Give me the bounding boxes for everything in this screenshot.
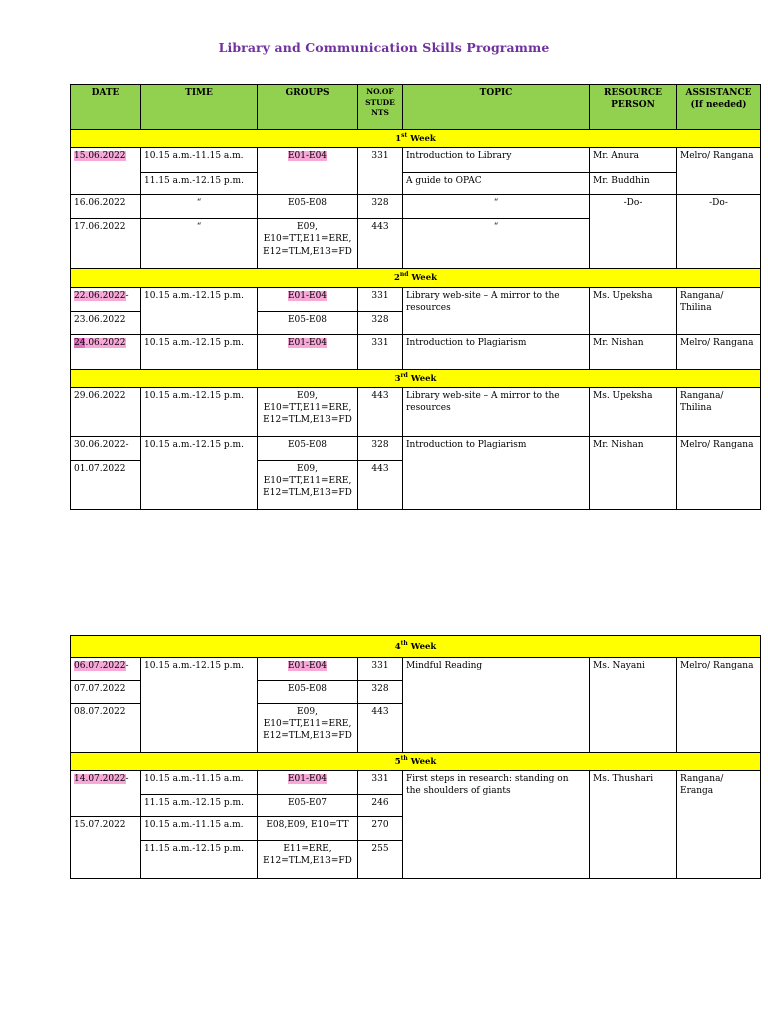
assist-cell: Melro/ Rangana (677, 148, 761, 195)
week-row-3: 3rd Week (71, 369, 761, 387)
assist-cell: Melro/ Rangana (677, 658, 761, 753)
groups-cell: E11=ERE, E12=TLM,E13=FD (258, 841, 358, 879)
students-cell: 255 (358, 841, 403, 879)
table-row (71, 658, 761, 681)
header-date: DATE (71, 85, 141, 130)
students-cell: 328 (358, 436, 403, 460)
time-cell: 10.15 a.m.-11.15 a.m. (141, 148, 258, 173)
groups-cell: E01-E04 (287, 290, 328, 301)
time-cell: “ (141, 195, 258, 219)
students-cell: 331 (358, 287, 403, 311)
table-row (71, 771, 761, 795)
time-cell: 11.15 a.m.-12.15 p.m. (141, 173, 258, 195)
students-cell: 331 (358, 658, 403, 681)
date-cell: 30.06.2022- (71, 436, 141, 460)
students-cell: 328 (358, 681, 403, 704)
groups-cell: E09, E10=TT,E11=ERE, E12=TLM,E13=FD (258, 387, 358, 436)
time-cell: 10.15 a.m.-11.15 a.m. (141, 771, 258, 795)
table-row (71, 173, 761, 195)
person-cell: Ms. Upeksha (590, 287, 677, 334)
time-cell: “ (141, 219, 258, 269)
topic-cell: First steps in research: standing on the shoulders of giants (403, 771, 590, 879)
person-cell: Ms. Nayani (590, 658, 677, 753)
date-cell: 17.06.2022 (71, 219, 141, 269)
date-cell: 22.06.2022- (71, 287, 141, 311)
topic-cell: Library web-site – A mirror to the resources (403, 387, 590, 436)
groups-cell: E01-E04 (287, 337, 328, 348)
date-cell: 24.06.2022 (71, 334, 141, 369)
assist-cell: Rangana/ Eranga (677, 771, 761, 879)
week-row-4: 4th Week (71, 636, 761, 658)
topic-cell: Mindful Reading (403, 658, 590, 753)
date-cell: 23.06.2022 (71, 311, 141, 334)
person-cell: Mr. Buddhin (590, 173, 677, 195)
date-cell: 29.06.2022 (71, 387, 141, 436)
header-resource-person: RESOURCE PERSON (590, 85, 677, 130)
groups-cell: E05-E07 (258, 795, 358, 817)
topic-cell: Introduction to Library (403, 148, 590, 173)
header-assistance: ASSISTANCE (If needed) (677, 85, 761, 130)
topic-cell: “ (403, 219, 590, 269)
person-cell: Mr. Nishan (590, 436, 677, 509)
table-row (71, 195, 761, 219)
time-cell: 10.15 a.m.-12.15 p.m. (141, 436, 258, 509)
table-row (71, 334, 761, 369)
students-cell: 443 (358, 387, 403, 436)
table-row (71, 436, 761, 460)
students-cell: 270 (358, 817, 403, 841)
person-cell: -Do- (590, 195, 677, 269)
person-cell: Mr. Anura (590, 148, 677, 173)
header-students: NO.OF STUDE NTS (358, 85, 403, 130)
schedule-table-1 (70, 84, 761, 510)
students-cell: 246 (358, 795, 403, 817)
schedule-table-2 (70, 635, 761, 879)
time-cell: 10.15 a.m.-12.15 p.m. (141, 658, 258, 753)
assist-cell: -Do- (677, 195, 761, 269)
time-cell: 11.15 a.m.-12.15 p.m. (141, 841, 258, 879)
table-row (71, 387, 761, 436)
time-cell: 10.15 a.m.-11.15 a.m. (141, 817, 258, 841)
students-cell: 443 (358, 460, 403, 509)
date-cell: 15.06.2022 (74, 151, 126, 162)
assist-cell: Rangana/ Thilina (677, 287, 761, 334)
students-cell: 328 (358, 311, 403, 334)
topic-cell: A guide to OPAC (403, 173, 590, 195)
topic-cell: “ (403, 195, 590, 219)
header-groups: GROUPS (258, 85, 358, 130)
time-cell: 10.15 a.m.-12.15 p.m. (141, 287, 258, 334)
groups-cell: E09, E10=TT,E11=ERE, E12=TLM,E13=FD (258, 704, 358, 753)
groups-cell: E08,E09, E10=TT (258, 817, 358, 841)
students-cell: 328 (358, 195, 403, 219)
header-time: TIME (141, 85, 258, 130)
topic-cell: Library web-site – A mirror to the resources (403, 287, 590, 334)
time-cell: 11.15 a.m.-12.15 p.m. (141, 795, 258, 817)
groups-cell: E09, E10=TT,E11=ERE, E12=TLM,E13=FD (258, 460, 358, 509)
topic-cell: Introduction to Plagiarism (403, 436, 590, 509)
students-cell: 331 (358, 771, 403, 795)
topic-cell: Introduction to Plagiarism (403, 334, 590, 369)
groups-cell: E05-E08 (258, 195, 358, 219)
assist-cell: Melro/ Rangana (677, 436, 761, 509)
person-cell: Ms. Upeksha (590, 387, 677, 436)
assist-cell: Rangana/ Thilina (677, 387, 761, 436)
header-row (71, 85, 761, 130)
header-topic: TOPIC (403, 85, 590, 130)
groups-cell: E05-E08 (258, 436, 358, 460)
groups-cell: E01-E04 (287, 774, 328, 785)
groups-cell: E09, E10=TT,E11=ERE, E12=TLM,E13=FD (258, 219, 358, 269)
date-cell: 15.07.2022 (71, 817, 141, 879)
page-title: Library and Communication Skills Programme (218, 40, 550, 55)
time-cell: 10.15 a.m.-12.15 p.m. (141, 334, 258, 369)
groups-cell: E05-E08 (258, 311, 358, 334)
students-cell: 443 (358, 704, 403, 753)
students-cell: 331 (358, 334, 403, 369)
table-row (71, 287, 761, 311)
date-cell: 01.07.2022 (71, 460, 141, 509)
date-cell: 14.07.2022- (71, 771, 141, 817)
week-row-5: 5th Week (71, 753, 761, 771)
students-cell: 443 (358, 219, 403, 269)
person-cell: Ms. Thushari (590, 771, 677, 879)
person-cell: Mr. Nishan (590, 334, 677, 369)
groups-cell: E01-E04 (287, 661, 328, 671)
date-cell: 07.07.2022 (71, 681, 141, 704)
week-row-1: 1st Week (71, 130, 761, 148)
date-cell: 06.07.2022- (71, 658, 141, 681)
time-cell: 10.15 a.m.-12.15 p.m. (141, 387, 258, 436)
students-cell: 331 (358, 148, 403, 195)
week-row-2: 2nd Week (71, 269, 761, 287)
groups-cell: E05-E08 (258, 681, 358, 704)
groups-cell: E01-E04 (287, 151, 328, 162)
date-cell: 08.07.2022 (71, 704, 141, 753)
assist-cell: Melro/ Rangana (677, 334, 761, 369)
date-cell: 16.06.2022 (71, 195, 141, 219)
table-row (71, 148, 761, 173)
